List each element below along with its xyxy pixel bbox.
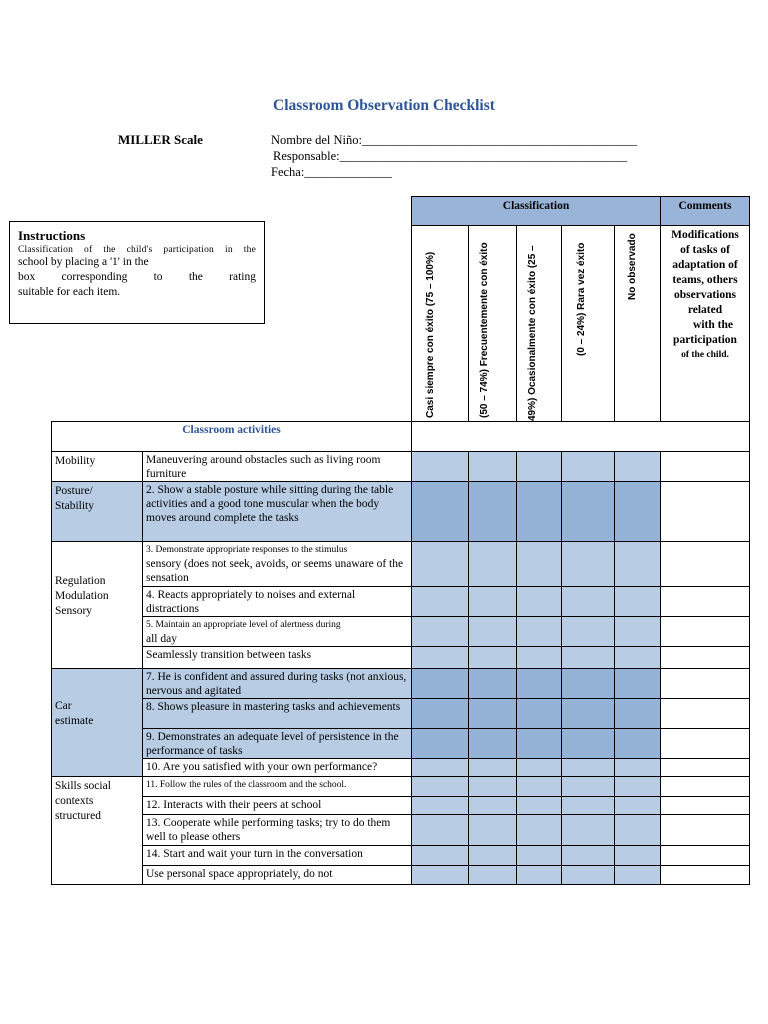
date-label: Fecha: bbox=[271, 165, 305, 179]
child-name-blank: ____________________________________________ bbox=[361, 133, 637, 147]
rating-box[interactable] bbox=[468, 758, 517, 777]
rating-box[interactable] bbox=[411, 698, 469, 729]
checklist-item-text bbox=[142, 668, 412, 699]
checklist-item-label: 3. Demonstrate appropriate responses to the stimulus bbox=[146, 545, 348, 555]
rating-box[interactable] bbox=[561, 796, 615, 815]
rating-box[interactable] bbox=[468, 814, 517, 846]
checklist-item-label: 2. Show a stable posture while sitting during the table activities and a good tone muscular when the body moves around complete the tasks bbox=[146, 484, 394, 524]
checklist-item-label: 10. Are you satisfied with your own performance? bbox=[146, 761, 378, 773]
checklist-item-label: 5. Maintain an appropriate level of alertness during bbox=[146, 620, 341, 630]
comments-box[interactable] bbox=[660, 814, 750, 846]
rating-box[interactable] bbox=[411, 865, 469, 885]
rating-box[interactable] bbox=[614, 616, 661, 647]
checklist-item-text bbox=[142, 728, 412, 759]
comments-line: participation bbox=[673, 334, 737, 346]
column-header-3 bbox=[516, 225, 562, 422]
responsible-field[interactable] bbox=[273, 149, 627, 164]
rating-box[interactable] bbox=[614, 698, 661, 729]
comments-line: related bbox=[687, 304, 723, 316]
rating-box[interactable] bbox=[561, 758, 615, 777]
rating-box[interactable] bbox=[561, 845, 615, 866]
category-self-esteem-label: Car estimate bbox=[55, 700, 94, 727]
rating-box[interactable] bbox=[561, 865, 615, 885]
rating-box[interactable] bbox=[468, 845, 517, 866]
category-regulation bbox=[51, 541, 143, 669]
rating-box[interactable] bbox=[614, 845, 661, 866]
rating-box[interactable] bbox=[516, 814, 562, 846]
comments-line: Modifications bbox=[671, 229, 739, 241]
checklist-item-text bbox=[142, 865, 412, 885]
rating-box[interactable] bbox=[614, 814, 661, 846]
activities-title-cell bbox=[51, 421, 412, 452]
rating-box[interactable] bbox=[516, 541, 562, 587]
checklist-item-label: 4. Reacts appropriately to noises and external distractions bbox=[146, 589, 356, 615]
classification-label: Classification bbox=[502, 200, 570, 212]
instructions-heading: Instructions bbox=[18, 228, 86, 243]
rating-box[interactable] bbox=[614, 668, 661, 699]
rating-box[interactable] bbox=[411, 728, 469, 759]
child-name-label: Nombre del Niño: bbox=[271, 133, 362, 147]
rating-box[interactable] bbox=[468, 541, 517, 587]
rating-box[interactable] bbox=[516, 451, 562, 482]
checklist-item-label: 9. Demonstrates an adequate level of persistence in the performance of tasks bbox=[146, 731, 399, 757]
instructions-line-2: school by placing a '1' in the bbox=[18, 256, 149, 268]
category-posture bbox=[51, 481, 143, 542]
rating-box[interactable] bbox=[614, 481, 661, 542]
checklist-item-text bbox=[142, 796, 412, 815]
rating-box[interactable] bbox=[614, 796, 661, 815]
rating-box[interactable] bbox=[561, 814, 615, 846]
column-header-1 bbox=[411, 225, 469, 422]
rating-box[interactable] bbox=[516, 776, 562, 797]
checklist-item-text bbox=[142, 814, 412, 846]
comments-box[interactable] bbox=[660, 796, 750, 815]
responsible-blank: ______________________________________________ bbox=[339, 149, 628, 163]
checklist-item-text bbox=[142, 451, 412, 482]
date-field[interactable] bbox=[271, 165, 392, 180]
column-header-3-text: 49%) Ocasionalmente con éxito (25 – bbox=[527, 245, 538, 421]
comments-box[interactable] bbox=[660, 451, 750, 482]
rating-box[interactable] bbox=[411, 616, 469, 647]
comments-column bbox=[660, 225, 750, 422]
rating-box[interactable] bbox=[411, 814, 469, 846]
checklist-item-text bbox=[142, 646, 412, 669]
comments-line: adaptation of bbox=[672, 259, 738, 271]
responsible-label: Responsable: bbox=[273, 149, 340, 163]
rating-box[interactable] bbox=[468, 451, 517, 482]
comments-line: with the bbox=[693, 319, 733, 331]
checklist-item-label: sensory (does not seek, avoids, or seems unaware of the sensation bbox=[146, 558, 404, 584]
checklist-item-label: all day bbox=[146, 633, 177, 645]
activities-title: Classroom activities bbox=[182, 424, 281, 436]
comments-box[interactable] bbox=[660, 586, 750, 617]
rating-box[interactable] bbox=[614, 758, 661, 777]
rating-box[interactable] bbox=[516, 586, 562, 617]
checklist-item-label: 13. Cooperate while performing tasks; try to do them well to please others bbox=[146, 817, 391, 843]
date-blank: ______________ bbox=[304, 165, 392, 179]
rating-box[interactable] bbox=[614, 541, 661, 587]
checklist-item-text bbox=[142, 541, 412, 587]
category-social-skills bbox=[51, 776, 143, 885]
category-regulation-label: Regulation Modulation Sensory bbox=[55, 575, 109, 617]
instructions-line-1: Classification of the child's participation in the bbox=[18, 245, 256, 255]
rating-box[interactable] bbox=[516, 758, 562, 777]
rating-box[interactable] bbox=[561, 451, 615, 482]
comments-box[interactable] bbox=[660, 646, 750, 669]
checklist-item-label: 14. Start and wait your turn in the conversation bbox=[146, 848, 363, 860]
instructions-line-4: suitable for each item. bbox=[18, 286, 121, 298]
checklist-item-text bbox=[142, 758, 412, 777]
rating-box[interactable] bbox=[468, 865, 517, 885]
rating-box[interactable] bbox=[561, 646, 615, 669]
comments-box[interactable] bbox=[660, 698, 750, 729]
comments-box[interactable] bbox=[660, 481, 750, 542]
rating-box[interactable] bbox=[516, 616, 562, 647]
checklist-item-label: 11. Follow the rules of the classroom and the school. bbox=[146, 780, 347, 790]
rating-box[interactable] bbox=[614, 646, 661, 669]
rating-box[interactable] bbox=[468, 616, 517, 647]
rating-box[interactable] bbox=[561, 616, 615, 647]
rating-box[interactable] bbox=[411, 758, 469, 777]
rating-box[interactable] bbox=[561, 481, 615, 542]
checklist-item-label: Maneuvering around obstacles such as living room furniture bbox=[146, 454, 381, 480]
comments-box[interactable] bbox=[660, 865, 750, 885]
column-header-1-text: Casi siempre con éxito (75 – 100%) bbox=[425, 251, 436, 418]
rating-box[interactable] bbox=[561, 668, 615, 699]
checklist-item-text bbox=[142, 616, 412, 647]
scale-label: MILLER Scale bbox=[118, 132, 203, 147]
checklist-item-label: Seamlessly transition between tasks bbox=[146, 649, 312, 661]
rating-box[interactable] bbox=[614, 451, 661, 482]
rating-box[interactable] bbox=[411, 481, 469, 542]
instructions-box bbox=[9, 221, 265, 324]
instructions-line-3: box corresponding to the rating bbox=[18, 271, 256, 283]
rating-box[interactable] bbox=[468, 586, 517, 617]
rating-box[interactable] bbox=[614, 776, 661, 797]
page-title: Classroom Observation Checklist bbox=[273, 97, 495, 114]
rating-box[interactable] bbox=[468, 481, 517, 542]
rating-box[interactable] bbox=[516, 481, 562, 542]
rating-box[interactable] bbox=[468, 698, 517, 729]
column-header-4-text: (0 – 24%) Rara vez éxito bbox=[576, 242, 587, 356]
rating-box[interactable] bbox=[561, 698, 615, 729]
rating-box[interactable] bbox=[411, 668, 469, 699]
rating-box[interactable] bbox=[411, 541, 469, 587]
column-header-5-text: No observado bbox=[627, 233, 638, 300]
checklist-item-label: 8. Shows pleasure in mastering tasks and achievements bbox=[146, 701, 401, 713]
rating-box[interactable] bbox=[411, 845, 469, 866]
rating-box[interactable] bbox=[516, 668, 562, 699]
comments-line: teams, others bbox=[672, 274, 738, 286]
rating-box[interactable] bbox=[411, 451, 469, 482]
comments-line: observations bbox=[674, 289, 736, 301]
rating-box[interactable] bbox=[561, 541, 615, 587]
column-header-5 bbox=[614, 225, 661, 422]
rating-box[interactable] bbox=[468, 776, 517, 797]
category-mobility: Mobility bbox=[51, 451, 143, 482]
rating-box[interactable] bbox=[516, 845, 562, 866]
checklist-item-text bbox=[142, 698, 412, 729]
rating-box[interactable] bbox=[468, 728, 517, 759]
comments-label: Comments bbox=[678, 200, 732, 212]
rating-box[interactable] bbox=[411, 586, 469, 617]
comments-line: of tasks of bbox=[680, 244, 730, 256]
category-self-esteem bbox=[51, 668, 143, 777]
child-name-field[interactable] bbox=[271, 133, 637, 148]
comments-line: of the child. bbox=[681, 350, 729, 360]
rating-box[interactable] bbox=[411, 646, 469, 669]
rating-box[interactable] bbox=[411, 796, 469, 815]
comments-box[interactable] bbox=[660, 541, 750, 587]
checklist-item-label: 12. Interacts with their peers at school bbox=[146, 799, 322, 811]
column-header-4 bbox=[561, 225, 615, 422]
checklist-item-text bbox=[142, 776, 412, 797]
checklist-item-label: Use personal space appropriately, do not bbox=[146, 868, 333, 880]
category-posture-label: Posture/ Stability bbox=[55, 485, 94, 512]
comments-box[interactable] bbox=[660, 728, 750, 759]
checklist-item-text bbox=[142, 481, 412, 542]
rating-box[interactable] bbox=[468, 668, 517, 699]
comments-header bbox=[660, 196, 750, 226]
rating-box[interactable] bbox=[561, 586, 615, 617]
rating-box[interactable] bbox=[411, 776, 469, 797]
comments-box[interactable] bbox=[660, 845, 750, 866]
checklist-item-text bbox=[142, 845, 412, 866]
rating-box[interactable] bbox=[516, 865, 562, 885]
rating-box[interactable] bbox=[614, 586, 661, 617]
rating-box[interactable] bbox=[468, 646, 517, 669]
rating-box[interactable] bbox=[614, 865, 661, 885]
rating-box[interactable] bbox=[516, 698, 562, 729]
comments-box[interactable] bbox=[660, 616, 750, 647]
rating-box[interactable] bbox=[614, 728, 661, 759]
rating-box[interactable] bbox=[516, 728, 562, 759]
column-header-2 bbox=[468, 225, 517, 422]
activities-title-spacer bbox=[411, 421, 750, 452]
rating-box[interactable] bbox=[561, 776, 615, 797]
column-header-2-text: (50 – 74%) Frecuentemente con éxito bbox=[479, 242, 490, 418]
comments-box[interactable] bbox=[660, 668, 750, 699]
checklist-item-label: 7. He is confident and assured during tasks (not anxious, nervous and agitated bbox=[146, 671, 407, 697]
comments-description bbox=[661, 226, 749, 363]
comments-box[interactable] bbox=[660, 758, 750, 777]
checklist-item-text bbox=[142, 586, 412, 617]
rating-box[interactable] bbox=[561, 728, 615, 759]
rating-box[interactable] bbox=[516, 796, 562, 815]
category-social-skills-label: Skills social contexts structured bbox=[55, 780, 111, 822]
rating-box[interactable] bbox=[516, 646, 562, 669]
comments-box[interactable] bbox=[660, 776, 750, 797]
classification-header bbox=[411, 196, 661, 226]
rating-box[interactable] bbox=[468, 796, 517, 815]
